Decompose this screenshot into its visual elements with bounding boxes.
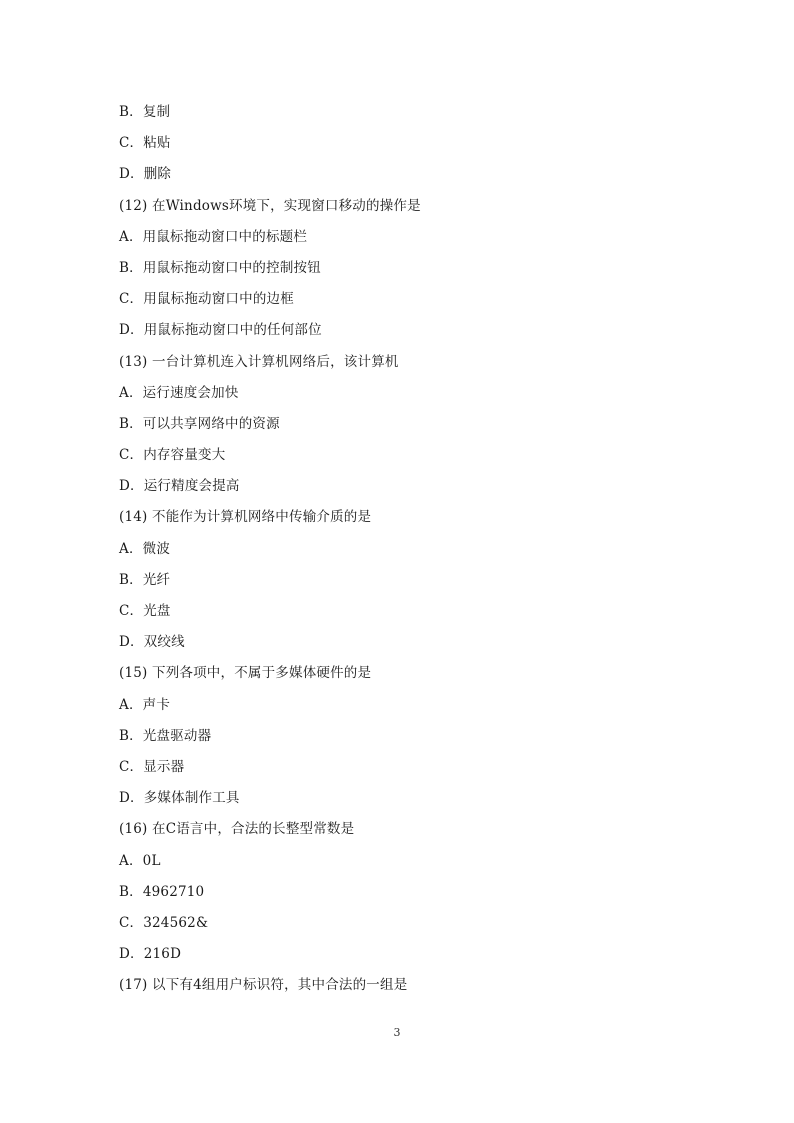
option-a-q13: A．运行速度会加快 bbox=[119, 384, 239, 401]
option-c-q14: C．光盘 bbox=[119, 603, 171, 619]
option-b-q15: B．光盘驱动器 bbox=[119, 727, 212, 744]
question-15: (15) 下列各项中，不属于多媒体硬件的是 bbox=[119, 665, 372, 682]
option-a-q15: A．声卡 bbox=[119, 696, 171, 713]
question-13: (13) 一台计算机连入计算机网络后，该计算机 bbox=[119, 353, 399, 370]
option-d-q14: D．双绞线 bbox=[119, 634, 185, 651]
option-d-q13: D．运行精度会提高 bbox=[119, 478, 240, 495]
page-number: 3 bbox=[393, 1026, 401, 1039]
question-list bbox=[119, 102, 679, 1006]
option-b-q16: B．4962710 bbox=[119, 883, 205, 900]
option-c-q13: C．内存容量变大 bbox=[119, 447, 226, 464]
option-b-q11: B．复制 bbox=[119, 104, 171, 120]
option-d-q12: D．用鼠标拖动窗口中的任何部位 bbox=[119, 322, 322, 339]
option-c-q15: C．显示器 bbox=[119, 758, 185, 775]
option-b-q14: B．光纤 bbox=[119, 571, 171, 588]
option-a-q12: A．用鼠标拖动窗口中的标题栏 bbox=[119, 228, 308, 245]
option-d-q11: D．删除 bbox=[119, 166, 172, 183]
option-c-q11: C．粘贴 bbox=[119, 135, 171, 152]
option-c-q12: C．用鼠标拖动窗口中的边框 bbox=[119, 291, 294, 308]
question-12: (12) 在Windows环境下，实现窗口移动的操作是 bbox=[119, 197, 421, 214]
option-a-q14: A．微波 bbox=[119, 540, 171, 557]
option-d-q15: D．多媒体制作工具 bbox=[119, 790, 240, 807]
option-d-q16: D．216D bbox=[119, 946, 182, 963]
option-b-q12: B．用鼠标拖动窗口中的控制按钮 bbox=[119, 259, 321, 276]
question-17: (17) 以下有4组用户标识符，其中合法的一组是 bbox=[119, 977, 408, 994]
option-c-q16: C．324562& bbox=[119, 914, 209, 931]
question-14: (14) 不能作为计算机网络中传输介质的是 bbox=[119, 509, 372, 526]
question-16: (16) 在C语言中，合法的长整型常数是 bbox=[119, 821, 355, 838]
option-b-q13: B．可以共享网络中的资源 bbox=[119, 415, 280, 432]
option-a-q16: A．0L bbox=[119, 852, 161, 869]
